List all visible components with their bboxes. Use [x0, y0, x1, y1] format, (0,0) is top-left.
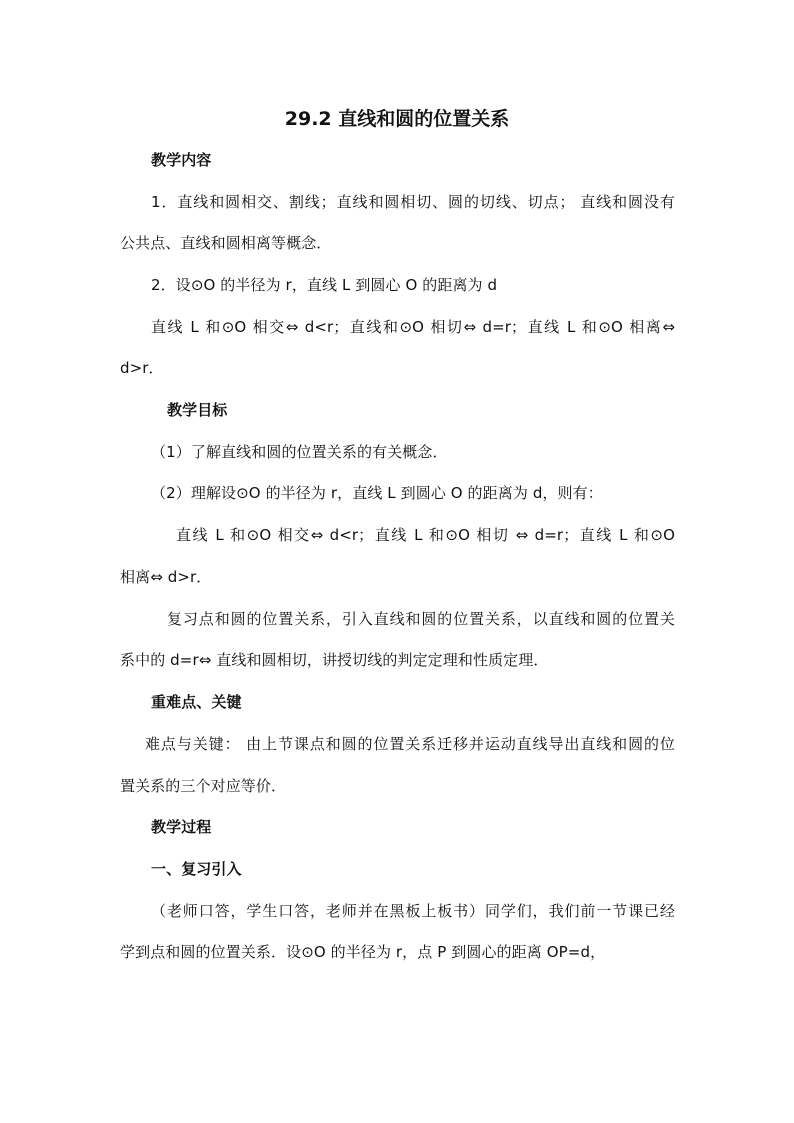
paragraph-content-1-line-2: 公共点、直线和圆相离等概念． — [120, 234, 332, 252]
goal-item-2-detail-line-1: 直线 L 和⊙O 相交⇔ d<r；直线 L 和⊙O 相切 ⇔ d=r；直线 L 和⊙O — [176, 526, 675, 544]
key-paragraph-line-1: 难点与关键： 由上节课点和圆的位置关系迁移并运动直线导出直线和圆的位 — [145, 735, 675, 753]
goal-item-2-detail-line-2: 相离⇔ d>r． — [120, 568, 212, 586]
goal-item-2: （2）理解设⊙O 的半径为 r，直线 L 到圆心 O 的距离为 d，则有： — [151, 484, 603, 502]
paragraph-content-3-line-2: d>r． — [120, 359, 164, 377]
review-paragraph-line-2: 系中的 d=r⇔ 直线和圆相切，讲授切线的判定定理和性质定理． — [120, 651, 549, 669]
review-paragraph-line-1: 复习点和圆的位置关系，引入直线和圆的位置关系，以直线和圆的位置关 — [167, 610, 675, 628]
paragraph-content-1-line-1: 1．直线和圆相交、割线；直线和圆相切、圆的切线、切点； 直线和圆没有 — [151, 193, 675, 211]
intro-paragraph-line-1: （老师口答，学生口答，老师并在黑板上板书）同学们，我们前一节课已经 — [151, 902, 675, 920]
section-heading-goals: 教学目标 — [167, 401, 228, 419]
section-heading-key-points: 重难点、关键 — [151, 693, 242, 711]
section-heading-process: 教学过程 — [151, 818, 212, 836]
paragraph-content-3-line-1: 直线 L 和⊙O 相交⇔ d<r；直线和⊙O 相切⇔ d=r；直线 L 和⊙O 相离⇔ — [151, 318, 675, 336]
paragraph-content-2: 2．设⊙O 的半径为 r，直线 L 到圆心 O 的距离为 d — [151, 276, 498, 294]
intro-paragraph-line-2: 学到点和圆的位置关系．设⊙O 的半径为 r，点 P 到圆心的距离 OP=d， — [120, 943, 606, 961]
section-heading-part-one: 一、复习引入 — [151, 860, 242, 878]
document-title: 29.2 直线和圆的位置关系 — [284, 108, 510, 130]
key-paragraph-line-2: 置关系的三个对应等价． — [120, 777, 287, 795]
section-heading-content: 教学内容 — [151, 151, 212, 169]
goal-item-1: （1）了解直线和圆的位置关系的有关概念． — [151, 443, 448, 461]
